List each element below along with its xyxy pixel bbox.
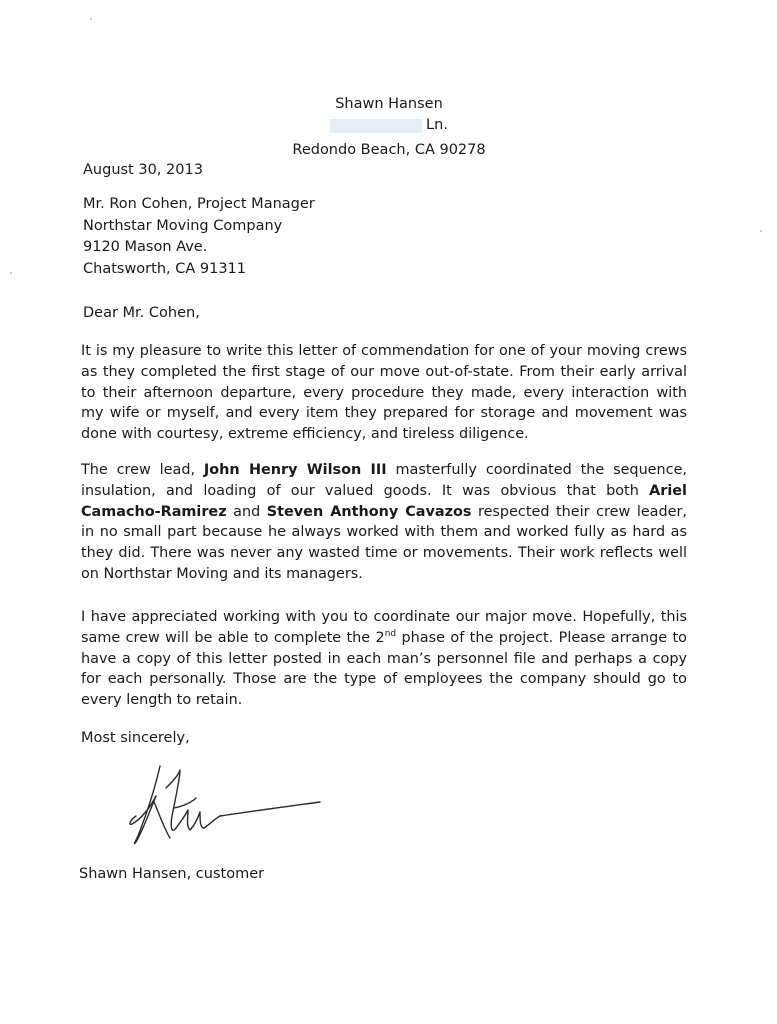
p2-text-1: The crew lead,	[81, 462, 204, 478]
scan-speck	[760, 230, 762, 232]
recipient-city-line: Chatsworth, CA 91311	[83, 260, 247, 277]
sender-name: Shawn Hansen	[335, 96, 443, 112]
p2-text-3: and	[226, 503, 267, 520]
sender-address-block	[260, 94, 518, 161]
scan-speck	[10, 272, 12, 274]
p3-text-1: I have appreciated working with you to coordinate our major move. Hopefully, this same crew will be able to complete the 2	[81, 609, 687, 646]
recipient-address-block	[83, 194, 315, 280]
crew-member-1-name: Ariel Camacho-Ramirez	[81, 482, 687, 520]
p2-text-2: masterfully coordinated the sequence, insulation, and loading of our valued goods. It was obvious that both	[81, 462, 687, 499]
body-paragraph-2	[81, 460, 687, 585]
p3-text-2: phase of the project. Please arrange to have a copy of this letter posted in each man’s personnel file and perhaps a copy for each personally. Those are the type of employees the company should go to every length to retain.	[81, 629, 687, 709]
closing: Most sincerely,	[81, 730, 190, 746]
recipient-name-title: Mr. Ron Cohen, Project Manager	[83, 196, 315, 212]
letter-date: August 30, 2013	[83, 162, 203, 178]
handwritten-signature	[126, 762, 326, 852]
body-paragraph-3	[81, 607, 687, 711]
body-paragraph-1: It is my pleasure to write this letter of commendation for one of your moving crews as they completed the first stage of our move out-of-state. From their early arrival to their afternoon departure, every procedure they made, every interaction with my wife or myself, and every item they prepared for storage and movement was done with courtesy, extreme efficiency, and tireless diligence.	[81, 343, 687, 443]
recipient-street: 9120 Mason Ave.	[83, 239, 208, 255]
sender-street-line	[260, 115, 518, 140]
signer-name: Shawn Hansen, customer	[79, 866, 265, 882]
p2-text-4: respected their crew leader, in no small part because he always worked with them and worked fully as hard as they did. There was never any wasted time or movements. Their work reflects well on Northstar Moving and its managers.	[81, 503, 687, 582]
redacted-street-address	[330, 119, 422, 133]
crew-lead-name: John Henry Wilson III	[203, 462, 387, 478]
sender-city-line: Redondo Beach, CA 90278	[292, 141, 486, 158]
scan-speck	[90, 18, 92, 20]
crew-member-2-name: Steven Anthony Cavazos	[266, 503, 472, 520]
ordinal-superscript: nd	[384, 629, 397, 639]
recipient-company: Northstar Moving Company	[83, 217, 283, 234]
sender-street-suffix: Ln.	[426, 117, 448, 133]
salutation: Dear Mr. Cohen,	[83, 305, 200, 321]
